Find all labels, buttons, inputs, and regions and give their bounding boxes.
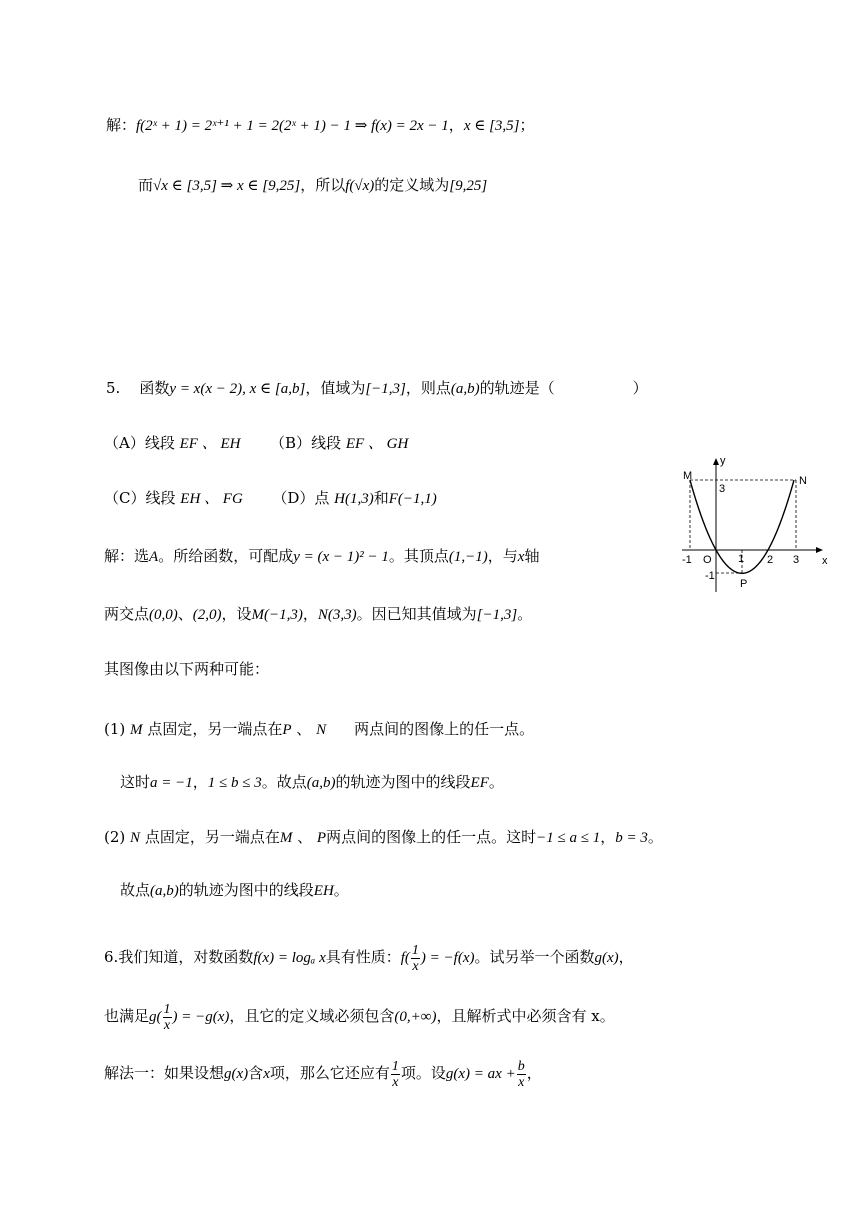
formula: y = x(x − 2), x ∈ [a,b] [169,381,306,397]
formula: f(2ˣ + 1) = 2ˣ⁺¹ + 1 = 2(2ˣ + 1) − 1 ⇒ f(x) = 2x − 1 [136,118,449,134]
solution-line-1: 解：f(2ˣ + 1) = 2ˣ⁺¹ + 1 = 2(2ˣ + 1) − 1 ⇒ f(x) = 2x − 1，x ∈ [3,5]； [106,116,535,134]
option-c: （C）线段 EH 、 FG [104,489,243,507]
formula: x ∈ [3,5] [463,118,520,134]
case-2: (2) N 点固定，另一端点在M 、 P两点间的图像上的任一点。这时−1 ≤ a ≤ 1，b = 3。 [104,828,663,846]
y-axis-arrow [713,458,719,465]
parabola-figure [674,452,834,602]
option-a: （A）线段 EF 、 EH [104,434,241,452]
x-axis-arrow [816,547,823,553]
label-3-x: 3 [793,554,800,566]
fraction: $\frac{1}{x}$ [411,942,419,974]
solution-line-2: 而√x ∈ [3,5] ⇒ x ∈ [9,25]，所以f(√x)的定义域为[9,25] [138,176,488,194]
case-1-detail: 这时a = −1，1 ≤ b ≤ 3。故点(a,b)的轨迹为图中的线段EF。 [120,773,504,791]
formula: f(√x) [345,178,375,194]
label-neg1-y: -1 [705,570,715,582]
solution5-line-3: 其图像由以下两种可能： [104,660,270,678]
question-number: 5. [106,379,121,397]
formula: √x ∈ [3,5] ⇒ x ∈ [9,25] [153,178,301,194]
solution5-line-2: 两交点(0,0)、(2,0)，设M(−1,3)，N(3,3)。因已知其值域为[−1,3]。 [104,605,533,623]
question-number: 6. [104,948,119,966]
options-ab [104,432,408,455]
question-6-line-2: 也满足g( $\frac{1}{x}$ ) = −g(x)，且它的定义域必须包含(0,+∞)，且解析式中必须含有 x。 [104,1001,615,1033]
solution-label: 解： [106,116,137,134]
options-cd [104,487,437,510]
formula: [−1,3] [365,381,406,397]
label-2: 2 [767,554,774,566]
fraction: $\frac{1}{x}$ [391,1058,399,1090]
label-y: y [720,455,726,467]
label-x: x [822,555,828,567]
label-neg1-x: -1 [682,554,692,566]
case-2-detail: 故点(a,b)的轨迹为图中的线段EH。 [120,881,349,899]
case-1: (1) M 点固定，另一端点在P 、 N 两点间的图像上的任一点。 [104,720,535,738]
option-b: （B）线段 EF 、 GH [270,434,409,452]
label-3-y: 3 [719,483,726,495]
question-5: 5. 函数y = x(x − 2), x ∈ [a,b]，值域为[−1,3]，则点(a,b)的轨迹是（ ） [106,379,648,397]
question-6: 6.我们知道，对数函数f(x) = logₐ x具有性质：f( $\frac{1}{x}$ ) = −f(x)。试另举一个函数g(x)， [104,942,634,974]
formula: y = (x − 1)² − 1 [293,549,389,565]
solution5-line-1: 解：选A。所给函数，可配成y = (x − 1)² − 1。其顶点(1,−1)，与x轴 [104,547,540,565]
label-origin: O [703,554,712,566]
label-m: M [683,470,693,482]
label-n: N [799,475,807,487]
label-1: 1 [738,553,745,565]
fraction: $\frac{b}{x}$ [517,1058,525,1090]
formula: (a,b) [450,381,480,397]
fraction: $\frac{1}{x}$ [163,1001,171,1033]
option-d: （D）点 H(1,3)和F(−1,1) [272,489,437,507]
formula: [9,25] [449,178,488,194]
solution6-line-1: 解法一：如果设想g(x)含x项，那么它还应有 $\frac{1}{x}$ 项。设g(x) = ax + $\frac{b}{x}$ ， [104,1058,542,1090]
label-p: P [740,578,748,590]
